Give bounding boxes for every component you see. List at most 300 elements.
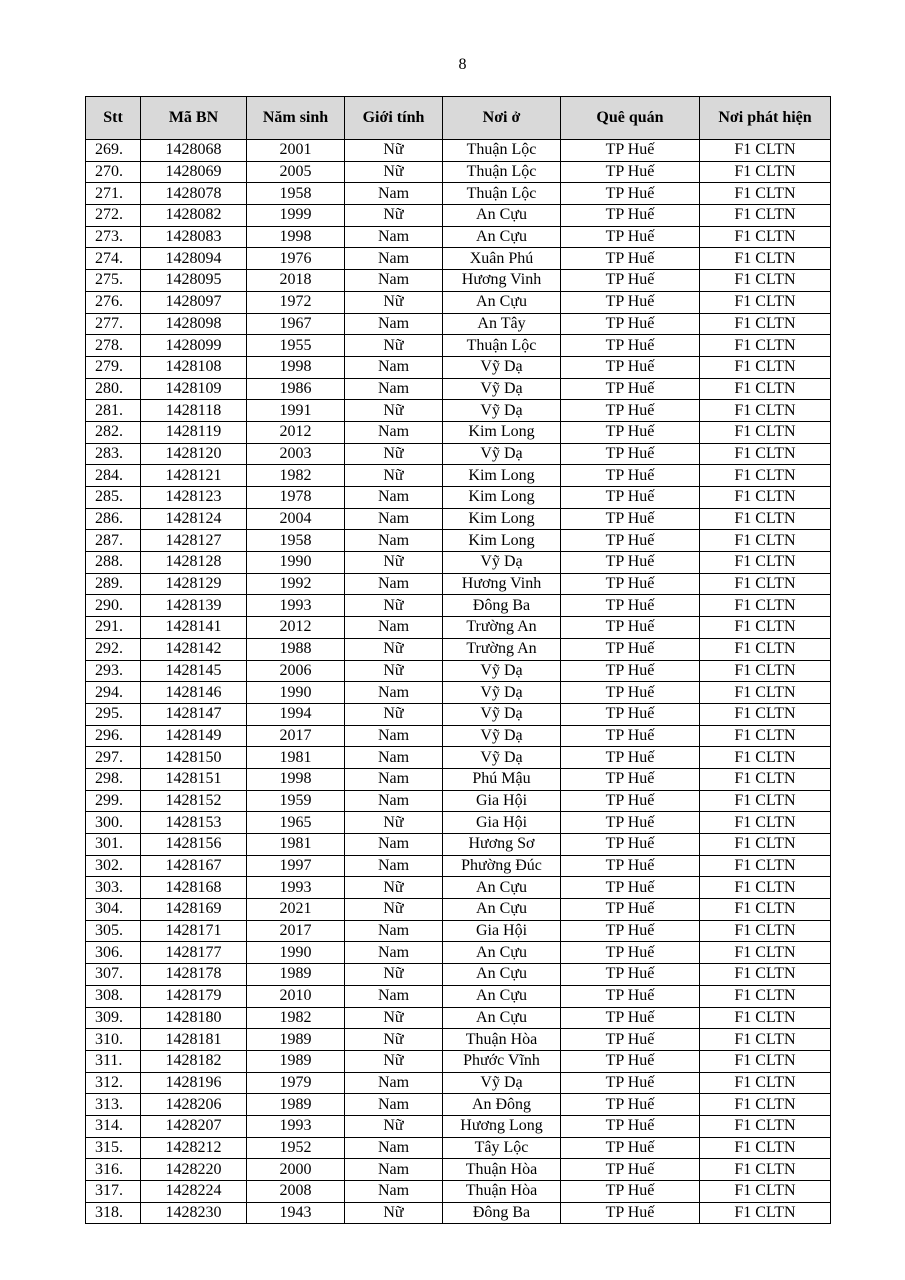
cell-birth-year: 1993 [247, 877, 345, 899]
cell-residence: Thuận Hòa [443, 1029, 561, 1051]
cell-gender: Nữ [345, 140, 443, 162]
table-row [86, 812, 831, 834]
cell-residence: Thuận Hòa [443, 1159, 561, 1181]
cell-hometown: TP Huế [561, 725, 700, 747]
cell-patient-code: 1428098 [141, 313, 247, 335]
cell-hometown: TP Huế [561, 985, 700, 1007]
cell-detection-place: F1 CLTN [700, 1029, 831, 1051]
table-row [86, 725, 831, 747]
cell-gender: Nữ [345, 1007, 443, 1029]
cell-hometown: TP Huế [561, 552, 700, 574]
cell-stt: 292. [86, 638, 141, 660]
cell-patient-code: 1428097 [141, 291, 247, 313]
cell-birth-year: 1981 [247, 747, 345, 769]
table-row [86, 638, 831, 660]
cell-detection-place: F1 CLTN [700, 552, 831, 574]
cell-patient-code: 1428206 [141, 1094, 247, 1116]
cell-birth-year: 1965 [247, 812, 345, 834]
cell-birth-year: 1989 [247, 1050, 345, 1072]
cell-birth-year: 1990 [247, 552, 345, 574]
cell-gender: Nam [345, 1159, 443, 1181]
cell-detection-place: F1 CLTN [700, 1181, 831, 1203]
cell-patient-code: 1428149 [141, 725, 247, 747]
cell-birth-year: 1988 [247, 638, 345, 660]
cell-gender: Nam [345, 834, 443, 856]
cell-stt: 279. [86, 356, 141, 378]
cell-stt: 313. [86, 1094, 141, 1116]
cell-residence: Thuận Lộc [443, 183, 561, 205]
cell-residence: Đông Ba [443, 1202, 561, 1224]
cell-detection-place: F1 CLTN [700, 487, 831, 509]
cell-residence: Thuận Lộc [443, 140, 561, 162]
cell-gender: Nam [345, 183, 443, 205]
table-row [86, 899, 831, 921]
cell-residence: Kim Long [443, 530, 561, 552]
cell-residence: Kim Long [443, 487, 561, 509]
cell-hometown: TP Huế [561, 161, 700, 183]
cell-stt: 285. [86, 487, 141, 509]
cell-birth-year: 1982 [247, 465, 345, 487]
cell-stt: 284. [86, 465, 141, 487]
cell-hometown: TP Huế [561, 942, 700, 964]
cell-birth-year: 2017 [247, 725, 345, 747]
cell-patient-code: 1428078 [141, 183, 247, 205]
cell-detection-place: F1 CLTN [700, 530, 831, 552]
cell-detection-place: F1 CLTN [700, 270, 831, 292]
table-row [86, 487, 831, 509]
cell-detection-place: F1 CLTN [700, 573, 831, 595]
cell-stt: 302. [86, 855, 141, 877]
cell-birth-year: 1958 [247, 530, 345, 552]
cell-stt: 293. [86, 660, 141, 682]
page-number: 8 [458, 56, 467, 73]
cell-patient-code: 1428207 [141, 1115, 247, 1137]
cell-residence: Vỹ Dạ [443, 1072, 561, 1094]
table-row [86, 1202, 831, 1224]
cell-residence: Trường An [443, 617, 561, 639]
cell-hometown: TP Huế [561, 1202, 700, 1224]
cell-residence: Phước Vĩnh [443, 1050, 561, 1072]
cell-hometown: TP Huế [561, 487, 700, 509]
cell-gender: Nữ [345, 1115, 443, 1137]
cell-stt: 269. [86, 140, 141, 162]
cell-stt: 271. [86, 183, 141, 205]
cell-patient-code: 1428109 [141, 378, 247, 400]
cell-residence: An Cựu [443, 899, 561, 921]
cell-residence: An Cựu [443, 226, 561, 248]
table-row [86, 1137, 831, 1159]
cell-patient-code: 1428156 [141, 834, 247, 856]
cell-patient-code: 1428068 [141, 140, 247, 162]
cell-gender: Nam [345, 270, 443, 292]
cell-gender: Nữ [345, 335, 443, 357]
cell-hometown: TP Huế [561, 378, 700, 400]
cell-birth-year: 1989 [247, 1094, 345, 1116]
cell-birth-year: 1952 [247, 1137, 345, 1159]
cell-gender: Nữ [345, 638, 443, 660]
cell-hometown: TP Huế [561, 747, 700, 769]
cell-residence: Vỹ Dạ [443, 747, 561, 769]
cell-hometown: TP Huế [561, 703, 700, 725]
table-row [86, 1050, 831, 1072]
cell-patient-code: 1428095 [141, 270, 247, 292]
table-row [86, 248, 831, 270]
cell-detection-place: F1 CLTN [700, 1007, 831, 1029]
cell-detection-place: F1 CLTN [700, 140, 831, 162]
cell-birth-year: 1989 [247, 1029, 345, 1051]
cell-detection-place: F1 CLTN [700, 725, 831, 747]
cell-patient-code: 1428147 [141, 703, 247, 725]
cell-hometown: TP Huế [561, 1181, 700, 1203]
table-row [86, 552, 831, 574]
table-row [86, 270, 831, 292]
cell-patient-code: 1428230 [141, 1202, 247, 1224]
table-row [86, 465, 831, 487]
cell-gender: Nam [345, 855, 443, 877]
cell-stt: 315. [86, 1137, 141, 1159]
cell-detection-place: F1 CLTN [700, 1159, 831, 1181]
cell-detection-place: F1 CLTN [700, 378, 831, 400]
table-header-row [86, 97, 831, 140]
cell-patient-code: 1428168 [141, 877, 247, 899]
cell-patient-code: 1428128 [141, 552, 247, 574]
cell-gender: Nam [345, 421, 443, 443]
cell-residence: Đông Ba [443, 595, 561, 617]
cell-patient-code: 1428121 [141, 465, 247, 487]
cell-stt: 289. [86, 573, 141, 595]
cell-stt: 311. [86, 1050, 141, 1072]
cell-birth-year: 2018 [247, 270, 345, 292]
cell-hometown: TP Huế [561, 964, 700, 986]
cell-birth-year: 1989 [247, 964, 345, 986]
cell-stt: 275. [86, 270, 141, 292]
cell-residence: Vỹ Dạ [443, 725, 561, 747]
cell-residence: Hương Long [443, 1115, 561, 1137]
cell-hometown: TP Huế [561, 400, 700, 422]
cell-birth-year: 2000 [247, 1159, 345, 1181]
cell-detection-place: F1 CLTN [700, 920, 831, 942]
cell-stt: 273. [86, 226, 141, 248]
cell-gender: Nam [345, 487, 443, 509]
cell-hometown: TP Huế [561, 465, 700, 487]
cell-birth-year: 2004 [247, 508, 345, 530]
cell-gender: Nam [345, 985, 443, 1007]
cell-patient-code: 1428177 [141, 942, 247, 964]
cell-stt: 283. [86, 443, 141, 465]
cell-birth-year: 2012 [247, 421, 345, 443]
cell-gender: Nam [345, 617, 443, 639]
cell-residence: Hương Vinh [443, 573, 561, 595]
cell-detection-place: F1 CLTN [700, 790, 831, 812]
cell-residence: Vỹ Dạ [443, 552, 561, 574]
cell-hometown: TP Huế [561, 530, 700, 552]
cell-residence: Kim Long [443, 465, 561, 487]
cell-hometown: TP Huế [561, 899, 700, 921]
cell-hometown: TP Huế [561, 140, 700, 162]
cell-hometown: TP Huế [561, 682, 700, 704]
cell-detection-place: F1 CLTN [700, 183, 831, 205]
cell-gender: Nam [345, 530, 443, 552]
table-row [86, 920, 831, 942]
cell-residence: Trường An [443, 638, 561, 660]
table-row [86, 443, 831, 465]
cell-stt: 288. [86, 552, 141, 574]
cell-stt: 309. [86, 1007, 141, 1029]
cell-detection-place: F1 CLTN [700, 660, 831, 682]
cell-residence: An Cựu [443, 291, 561, 313]
cell-gender: Nữ [345, 660, 443, 682]
cell-residence: Phường Đúc [443, 855, 561, 877]
cell-residence: An Cựu [443, 964, 561, 986]
cell-patient-code: 1428142 [141, 638, 247, 660]
cell-hometown: TP Huế [561, 508, 700, 530]
table-row [86, 508, 831, 530]
cell-birth-year: 1958 [247, 183, 345, 205]
cell-patient-code: 1428182 [141, 1050, 247, 1072]
cell-detection-place: F1 CLTN [700, 1202, 831, 1224]
cell-gender: Nam [345, 1094, 443, 1116]
cell-birth-year: 1979 [247, 1072, 345, 1094]
cell-stt: 282. [86, 421, 141, 443]
cell-birth-year: 1967 [247, 313, 345, 335]
cell-detection-place: F1 CLTN [700, 985, 831, 1007]
cell-stt: 272. [86, 205, 141, 227]
cell-birth-year: 1994 [247, 703, 345, 725]
cell-residence: Kim Long [443, 421, 561, 443]
table-row [86, 660, 831, 682]
cell-gender: Nam [345, 573, 443, 595]
cell-residence: Kim Long [443, 508, 561, 530]
cell-stt: 307. [86, 964, 141, 986]
cell-gender: Nam [345, 747, 443, 769]
cell-residence: Phú Mậu [443, 768, 561, 790]
cell-hometown: TP Huế [561, 443, 700, 465]
cell-stt: 310. [86, 1029, 141, 1051]
cell-birth-year: 1955 [247, 335, 345, 357]
cell-gender: Nam [345, 356, 443, 378]
cell-stt: 295. [86, 703, 141, 725]
cell-stt: 304. [86, 899, 141, 921]
header-residence: Nơi ở [443, 97, 561, 140]
cell-detection-place: F1 CLTN [700, 899, 831, 921]
cell-residence: Vỹ Dạ [443, 682, 561, 704]
header-gender: Giới tính [345, 97, 443, 140]
cell-detection-place: F1 CLTN [700, 356, 831, 378]
cell-birth-year: 1990 [247, 942, 345, 964]
cell-birth-year: 1991 [247, 400, 345, 422]
cell-gender: Nữ [345, 703, 443, 725]
cell-residence: An Cựu [443, 942, 561, 964]
cell-residence: Hương Vinh [443, 270, 561, 292]
cell-birth-year: 1986 [247, 378, 345, 400]
cell-patient-code: 1428178 [141, 964, 247, 986]
table-row [86, 595, 831, 617]
table-row [86, 1007, 831, 1029]
cell-stt: 277. [86, 313, 141, 335]
cell-hometown: TP Huế [561, 1159, 700, 1181]
cell-residence: Vỹ Dạ [443, 660, 561, 682]
cell-birth-year: 2006 [247, 660, 345, 682]
cell-hometown: TP Huế [561, 248, 700, 270]
cell-gender: Nữ [345, 899, 443, 921]
table-row [86, 790, 831, 812]
cell-stt: 303. [86, 877, 141, 899]
cell-patient-code: 1428139 [141, 595, 247, 617]
cell-residence: Gia Hội [443, 920, 561, 942]
cell-detection-place: F1 CLTN [700, 638, 831, 660]
cell-birth-year: 1978 [247, 487, 345, 509]
header-patient-code: Mã BN [141, 97, 247, 140]
cell-gender: Nam [345, 1137, 443, 1159]
cell-patient-code: 1428146 [141, 682, 247, 704]
cell-patient-code: 1428141 [141, 617, 247, 639]
table-row [86, 291, 831, 313]
cell-gender: Nam [345, 768, 443, 790]
cell-gender: Nữ [345, 1202, 443, 1224]
cell-detection-place: F1 CLTN [700, 161, 831, 183]
cell-stt: 287. [86, 530, 141, 552]
cell-residence: Gia Hội [443, 812, 561, 834]
cell-birth-year: 1943 [247, 1202, 345, 1224]
table-row [86, 573, 831, 595]
cell-hometown: TP Huế [561, 768, 700, 790]
cell-hometown: TP Huế [561, 617, 700, 639]
cell-residence: Hương Sơ [443, 834, 561, 856]
cell-birth-year: 1999 [247, 205, 345, 227]
cell-gender: Nữ [345, 161, 443, 183]
cell-detection-place: F1 CLTN [700, 1050, 831, 1072]
cell-birth-year: 1990 [247, 682, 345, 704]
cell-patient-code: 1428152 [141, 790, 247, 812]
cell-stt: 280. [86, 378, 141, 400]
cell-patient-code: 1428181 [141, 1029, 247, 1051]
table-row [86, 313, 831, 335]
cell-stt: 312. [86, 1072, 141, 1094]
cell-stt: 276. [86, 291, 141, 313]
cell-stt: 286. [86, 508, 141, 530]
cell-gender: Nam [345, 313, 443, 335]
cell-detection-place: F1 CLTN [700, 1137, 831, 1159]
cell-gender: Nữ [345, 443, 443, 465]
cell-detection-place: F1 CLTN [700, 855, 831, 877]
cell-residence: Vỹ Dạ [443, 703, 561, 725]
cell-detection-place: F1 CLTN [700, 1094, 831, 1116]
table-row [86, 183, 831, 205]
table-row [86, 161, 831, 183]
table-row [86, 985, 831, 1007]
cell-hometown: TP Huế [561, 1007, 700, 1029]
cell-residence: An Tây [443, 313, 561, 335]
cell-detection-place: F1 CLTN [700, 747, 831, 769]
cell-detection-place: F1 CLTN [700, 834, 831, 856]
cell-birth-year: 2008 [247, 1181, 345, 1203]
table-row [86, 964, 831, 986]
cell-patient-code: 1428212 [141, 1137, 247, 1159]
cell-birth-year: 2017 [247, 920, 345, 942]
cell-patient-code: 1428129 [141, 573, 247, 595]
cell-gender: Nữ [345, 1029, 443, 1051]
cell-hometown: TP Huế [561, 834, 700, 856]
cell-gender: Nam [345, 378, 443, 400]
table-row [86, 378, 831, 400]
cell-residence: Vỹ Dạ [443, 356, 561, 378]
cell-stt: 318. [86, 1202, 141, 1224]
cell-patient-code: 1428180 [141, 1007, 247, 1029]
cell-stt: 270. [86, 161, 141, 183]
table-row [86, 140, 831, 162]
cell-patient-code: 1428196 [141, 1072, 247, 1094]
cell-detection-place: F1 CLTN [700, 313, 831, 335]
cell-hometown: TP Huế [561, 1072, 700, 1094]
cell-hometown: TP Huế [561, 920, 700, 942]
cell-hometown: TP Huế [561, 270, 700, 292]
cell-hometown: TP Huế [561, 313, 700, 335]
cell-stt: 299. [86, 790, 141, 812]
cell-patient-code: 1428082 [141, 205, 247, 227]
cell-birth-year: 2001 [247, 140, 345, 162]
cell-detection-place: F1 CLTN [700, 335, 831, 357]
cell-detection-place: F1 CLTN [700, 877, 831, 899]
cell-birth-year: 1959 [247, 790, 345, 812]
cell-gender: Nữ [345, 465, 443, 487]
cell-gender: Nam [345, 920, 443, 942]
cell-gender: Nam [345, 226, 443, 248]
cell-gender: Nam [345, 1072, 443, 1094]
cell-patient-code: 1428127 [141, 530, 247, 552]
cell-birth-year: 2005 [247, 161, 345, 183]
cell-detection-place: F1 CLTN [700, 248, 831, 270]
cell-patient-code: 1428124 [141, 508, 247, 530]
cell-stt: 290. [86, 595, 141, 617]
cell-hometown: TP Huế [561, 638, 700, 660]
cell-detection-place: F1 CLTN [700, 964, 831, 986]
cell-detection-place: F1 CLTN [700, 1115, 831, 1137]
cell-patient-code: 1428171 [141, 920, 247, 942]
table-row [86, 768, 831, 790]
header-birth-year: Năm sinh [247, 97, 345, 140]
cell-stt: 296. [86, 725, 141, 747]
cell-patient-code: 1428167 [141, 855, 247, 877]
cell-detection-place: F1 CLTN [700, 812, 831, 834]
table-row [86, 877, 831, 899]
table-row [86, 400, 831, 422]
cell-detection-place: F1 CLTN [700, 421, 831, 443]
cell-stt: 317. [86, 1181, 141, 1203]
cell-birth-year: 2012 [247, 617, 345, 639]
cell-gender: Nữ [345, 812, 443, 834]
cell-patient-code: 1428151 [141, 768, 247, 790]
cell-hometown: TP Huế [561, 205, 700, 227]
cell-stt: 291. [86, 617, 141, 639]
cell-detection-place: F1 CLTN [700, 291, 831, 313]
cell-birth-year: 1993 [247, 595, 345, 617]
cell-hometown: TP Huế [561, 877, 700, 899]
cell-patient-code: 1428069 [141, 161, 247, 183]
cell-stt: 300. [86, 812, 141, 834]
cell-stt: 274. [86, 248, 141, 270]
cell-gender: Nam [345, 942, 443, 964]
cell-detection-place: F1 CLTN [700, 465, 831, 487]
cell-gender: Nữ [345, 291, 443, 313]
cell-stt: 314. [86, 1115, 141, 1137]
cell-stt: 278. [86, 335, 141, 357]
table-row [86, 682, 831, 704]
cell-hometown: TP Huế [561, 660, 700, 682]
cell-hometown: TP Huế [561, 421, 700, 443]
cell-residence: Thuận Hòa [443, 1181, 561, 1203]
cell-stt: 305. [86, 920, 141, 942]
cell-birth-year: 1997 [247, 855, 345, 877]
